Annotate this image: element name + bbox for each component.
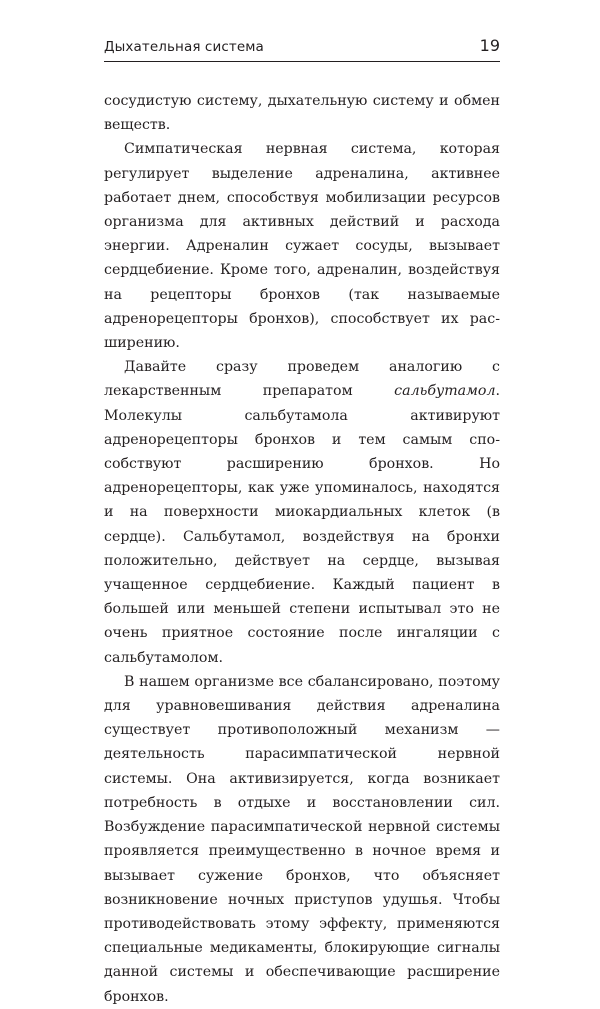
paragraph-2: Симпатическая нервная система, которая регулирует выделение адреналина, активнее работает днем, способствуя мобилизации ресурсов организма для активных действий и расхода энергии. Адреналин сужает сосуды, вызывает сердцебиение. Кроме того, адреналин, воздействуя на рецепторы бронхов (так называемые адренорецепторы бронхов), способствует их расширению.	[104, 141, 500, 352]
paragraph-1: сосудистую систему, дыхательную систему и обмен веществ.	[104, 93, 500, 134]
page-number: 19	[479, 36, 500, 55]
drug-name-emphasis: сальбутамол	[394, 383, 496, 400]
running-head	[104, 36, 500, 62]
paragraph-3	[104, 355, 500, 670]
paragraph-3-text-end: . Молекулы сальбутамола активируют адренорецепторы бронхов и тем самым способствуют расширению бронхов. Но адренорецепторы, как уже упоминалось, находятся и на поверхности миокардиальных клеток (в сердце). Сальбутамол, воздействуя на бронхи положительно, действует на сердце, вызывая учащенное сердцебиение. Каждый пациент в большей или меньшей степени испытывал это не очень приятное состояние после ингаляции с сальбутамолом.	[104, 383, 500, 666]
running-head-title: Дыхательная система	[104, 39, 264, 55]
paragraph-4: В нашем организме все сбалансировано, поэтому для уравновешивания действия адреналина существует противоположный механизм — деятельность парасимпатической нервной системы. Она активизируется, когда возникает потребность в отдыхе и восстановлении сил. Возбуждение парасимпатической нервной системы проявляется преимущественно в ночное время и вызывает сужение бронхов, что объясняет возникновение ночных приступов удушья. Чтобы противодействовать этому эффекту, применяются специальные медикаменты, блокирующие сигналы данной системы и обеспечивающие расширение бронхов.	[104, 673, 500, 1005]
text-body	[104, 89, 500, 1009]
paragraph-3-text-start: Давайте сразу проведем аналогию с лекарственным препаратом	[104, 359, 500, 400]
